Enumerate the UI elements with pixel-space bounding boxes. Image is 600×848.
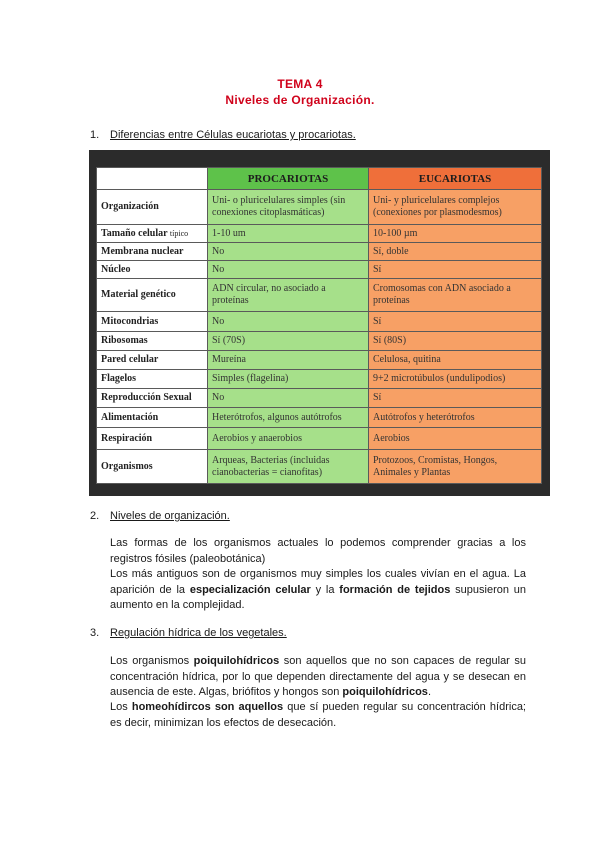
prokaryote-cell: Mureína [208,351,369,370]
row-label: Flagelos [97,370,208,389]
eukaryote-cell: Sí (80S) [369,332,542,351]
table-row [97,389,542,408]
table-header-row [97,168,542,190]
doc-title-line1: TEMA 4 [277,77,323,91]
text-run: . [427,686,431,698]
row-label: Organización [97,190,208,225]
text-run: que sí pueden regular su concentración hídrica; es decir, minimizan los efectos de desecación. [110,701,526,729]
eukaryote-cell: 9+2 microtúbulos (undulipodios) [369,370,542,389]
doc-title-line2: Niveles de Organización. [225,93,375,107]
text-run: Los más antiguos son de organismos muy simples los cuales vivían en el agua. La aparición de la [110,568,526,596]
section-2-paragraph-2 [110,567,526,614]
table-row [97,225,542,243]
bold-run: homeohídircos son aquellos [131,701,284,713]
row-label: Reproducción Sexual [97,389,208,408]
comparison-table-image [89,150,550,496]
text-run: supusieron un aumento en la complejidad. [110,583,527,611]
table-row [97,332,542,351]
prokaryote-cell: No [208,312,369,332]
bold-run: poiquilohídricos [342,686,428,698]
section-2-title: Niveles de organización. [110,510,230,522]
section-2-number: 2. [90,510,100,522]
eukaryote-cell: Uni- y pluricelulares complejos (conexiones por plasmodesmos) [369,190,542,225]
row-label [97,225,208,243]
section-1-number: 1. [90,129,100,141]
table-row [97,279,542,312]
eukaryote-cell: Aerobios [369,428,542,450]
prokaryote-cell: ADN circular, no asociado a proteínas [208,279,369,312]
row-label: Núcleo [97,261,208,279]
row-label: Material genético [97,279,208,312]
eukaryote-cell: Sí [369,312,542,332]
table-header-empty [97,168,208,190]
prokaryote-cell: No [208,389,369,408]
row-label: Respiración [97,428,208,450]
row-label: Ribosomas [97,332,208,351]
eukaryote-cell: Celulosa, quitina [369,351,542,370]
row-label: Membrana nuclear [97,243,208,261]
prokaryote-cell: No [208,261,369,279]
table-row [97,408,542,428]
header-prokaryotes: PROCARIOTAS [208,168,369,190]
header-eukaryotes: EUCARIOTAS [369,168,542,190]
prokaryote-cell: No [208,243,369,261]
table-row [97,428,542,450]
eukaryote-cell: Autótrofos y heterótrofos [369,408,542,428]
row-label-extra: típico [169,228,189,238]
table-row [97,450,542,484]
section-3-paragraph-1 [110,654,526,701]
eukaryote-cell: 10-100 µm [369,225,542,243]
row-label: Alimentación [97,408,208,428]
row-label-main: Tamaño celular [101,227,168,239]
bold-run: poiquilohídricos [193,655,280,667]
text-run: Los organismos [110,655,194,667]
table-row [97,261,542,279]
prokaryote-cell: 1-10 um [208,225,369,243]
prokaryote-cell: Aerobios y anaerobios [208,428,369,450]
bold-run: especialización celular [189,583,311,596]
prokaryote-cell: Simples (flagelina) [208,370,369,389]
section-2-paragraph-1: Las formas de los organismos actuales lo podemos comprender gracias a los registros fósiles (paleobotánica) [110,537,526,565]
eukaryote-cell: Sí [369,261,542,279]
prokaryote-cell: Sí (70S) [208,332,369,351]
eukaryote-cell: Cromosomas con ADN asociado a proteínas [369,279,542,312]
table-row [97,243,542,261]
section-3-paragraph-2 [110,700,526,731]
prokaryote-cell: Uni- o pluricelulares simples (sin conexiones citoplasmáticas) [208,190,369,225]
section-3-title: Regulación hídrica de los vegetales. [110,627,287,639]
section-1-title: Diferencias entre Células eucariotas y procariotas. [110,129,356,141]
comparison-table [96,167,542,484]
table-row [97,370,542,389]
text-run: son aquellos que no son capaces de regular su concentración hídrica, por lo que dependen directamente del agua y se desecan en ausencia de este. Algas, briófitos y hongos son [110,655,526,698]
text-run: Los [110,701,132,713]
eukaryote-cell: Protozoos, Cromistas, Hongos, Animales y Plantas [369,450,542,484]
eukaryote-cell: Sí, doble [369,243,542,261]
bold-run: formación de tejidos [339,583,451,596]
prokaryote-cell: Heterótrofos, algunos autótrofos [208,408,369,428]
text-run: y la [310,583,340,596]
section-3-number: 3. [90,627,100,639]
table-row [97,190,542,225]
row-label: Mitocondrias [97,312,208,332]
table-row [97,312,542,332]
row-label: Pared celular [97,351,208,370]
prokaryote-cell: Arqueas, Bacterias (incluidas cianobacterias = cianofitas) [208,450,369,484]
eukaryote-cell: Sí [369,389,542,408]
row-label: Organismos [97,450,208,484]
table-row [97,351,542,370]
